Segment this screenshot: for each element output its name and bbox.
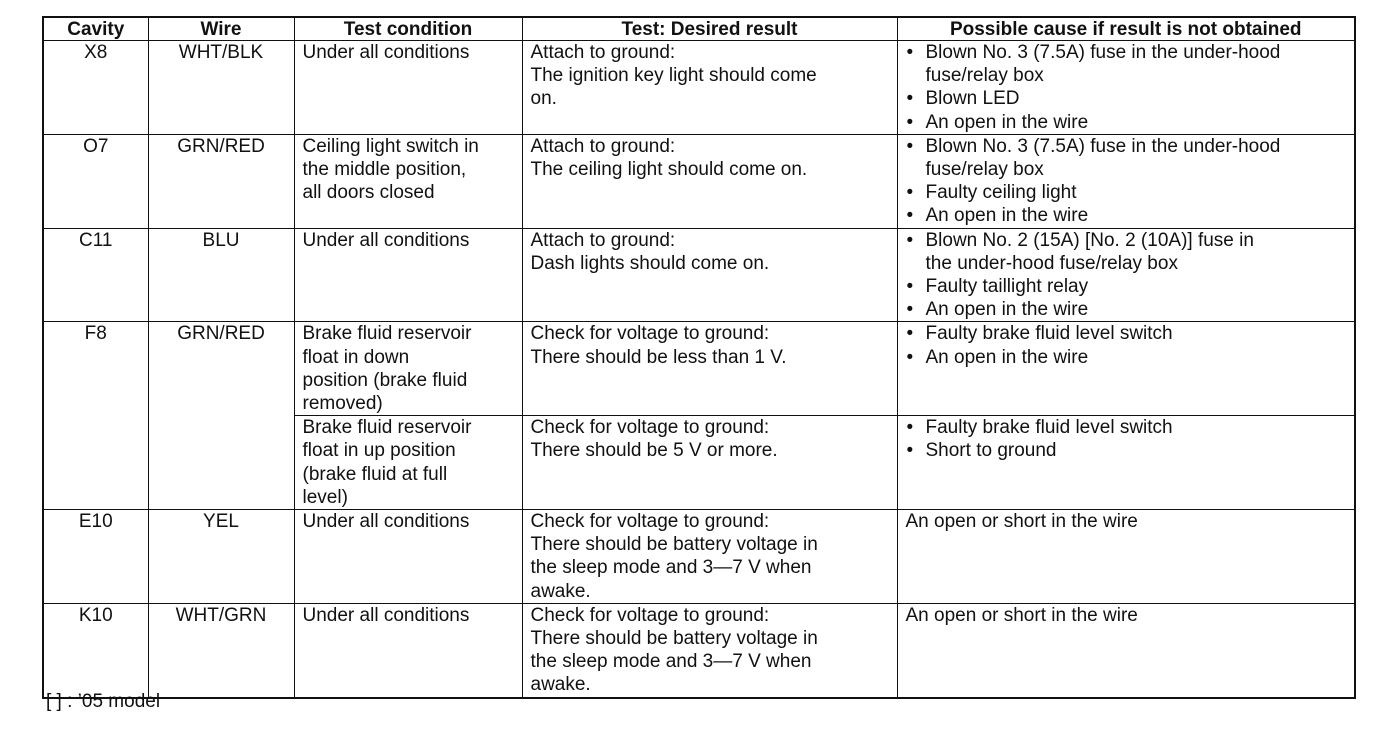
cause-line: Blown No. 3 (7.5A) fuse in the under-hood	[925, 135, 1281, 157]
condition-line: all doors closed	[302, 182, 435, 204]
col-header-desired-result: Test: Desired result	[522, 17, 897, 41]
cavity-cell: C11	[43, 228, 148, 322]
desired-result-cell	[522, 416, 897, 510]
bullet-icon: •	[906, 205, 914, 227]
result-line: There should be battery voltage in	[530, 628, 818, 650]
condition-line: float in down	[302, 346, 410, 368]
cause-line: Faulty brake fluid level switch	[925, 417, 1173, 439]
bullet-icon: •	[906, 417, 914, 439]
condition-line: float in up position	[302, 440, 456, 462]
cause-line: An open in the wire	[925, 205, 1089, 227]
condition-cell	[294, 228, 522, 322]
bullet-icon: •	[906, 182, 914, 204]
result-line: Attach to ground:	[530, 135, 676, 157]
cause-item	[906, 322, 1347, 345]
condition-line: level)	[302, 486, 348, 508]
col-header-possible-cause: Possible cause if result is not obtained	[897, 17, 1355, 41]
cause-line: An open or short in the wire	[905, 604, 1138, 626]
table-row	[43, 134, 1355, 228]
possible-cause-cell	[897, 134, 1355, 228]
bullet-icon: •	[906, 299, 914, 321]
condition-line: Brake fluid reservoir	[302, 323, 472, 345]
result-line: Check for voltage to ground:	[530, 604, 770, 626]
cause-item	[906, 346, 1347, 369]
troubleshooting-table-sheet	[42, 16, 1354, 699]
possible-cause-cell	[897, 322, 1355, 416]
result-line: Dash lights should come on.	[530, 252, 770, 274]
col-header-cavity: Cavity	[43, 17, 148, 41]
condition-cell	[294, 603, 522, 697]
result-line: The ceiling light should come on.	[530, 159, 808, 181]
condition-line: Ceiling light switch in	[302, 135, 479, 157]
result-line: Check for voltage to ground:	[530, 417, 770, 439]
condition-cell	[294, 416, 522, 510]
desired-result-cell	[522, 603, 897, 697]
wire-cell: WHT/BLK	[148, 41, 294, 135]
result-line: There should be 5 V or more.	[530, 440, 778, 462]
cause-line: An open in the wire	[925, 299, 1089, 321]
condition-line: the middle position,	[302, 159, 467, 181]
table-row	[43, 510, 1355, 604]
cause-item	[906, 229, 1347, 275]
cause-item	[906, 204, 1347, 227]
condition-line: position (brake fluid	[302, 369, 468, 391]
cause-line: Blown LED	[925, 88, 1020, 110]
condition-line: Brake fluid reservoir	[302, 417, 472, 439]
col-header-test-condition: Test condition	[294, 17, 522, 41]
cause-line: Blown No. 2 (15A) [No. 2 (10A)] fuse in	[925, 229, 1254, 251]
result-line: Attach to ground:	[530, 229, 676, 251]
desired-result-cell	[522, 322, 897, 416]
wire-cell: BLU	[148, 228, 294, 322]
cause-line: An open or short in the wire	[905, 511, 1138, 533]
desired-result-cell	[522, 134, 897, 228]
cause-item	[906, 416, 1347, 439]
condition-cell	[294, 41, 522, 135]
result-line: the sleep mode and 3—7 V when	[530, 557, 812, 579]
cause-item	[906, 298, 1347, 321]
cause-line: Faulty taillight relay	[925, 276, 1089, 298]
bullet-icon: •	[906, 346, 914, 368]
table-row	[43, 228, 1355, 322]
desired-result-cell	[522, 510, 897, 604]
cause-item	[906, 439, 1347, 462]
possible-cause-cell	[897, 510, 1355, 604]
condition-line: Under all conditions	[302, 229, 470, 251]
bullet-icon: •	[906, 276, 914, 298]
condition-line: Under all conditions	[302, 604, 470, 626]
bullet-icon: •	[906, 229, 914, 251]
cause-line: An open in the wire	[925, 346, 1089, 368]
cause-line: Faulty ceiling light	[925, 182, 1077, 204]
result-line: awake.	[530, 674, 591, 696]
condition-line: removed)	[302, 393, 383, 415]
bullet-icon: •	[906, 440, 914, 462]
result-line: Attach to ground:	[530, 42, 676, 63]
cause-line: Blown No. 3 (7.5A) fuse in the under-hood	[925, 42, 1281, 63]
cavity-cell: K10	[43, 603, 148, 697]
cavity-cell: X8	[43, 41, 148, 135]
cause-item	[906, 41, 1347, 87]
cause-line: An open in the wire	[925, 111, 1089, 133]
condition-cell	[294, 134, 522, 228]
possible-cause-cell	[897, 41, 1355, 135]
result-line: awake.	[530, 580, 591, 602]
cavity-cell: F8	[43, 322, 148, 510]
possible-cause-cell	[897, 603, 1355, 697]
wire-cell: YEL	[148, 510, 294, 604]
cause-line: the under-hood fuse/relay box	[925, 252, 1178, 274]
condition-line: Under all conditions	[302, 42, 470, 63]
condition-line: (brake fluid at full	[302, 463, 448, 485]
table-row	[43, 41, 1355, 135]
bullet-icon: •	[906, 88, 914, 110]
cause-item	[906, 135, 1347, 181]
condition-line: Under all conditions	[302, 511, 470, 533]
result-line: The ignition key light should come	[530, 65, 817, 87]
cause-item	[906, 87, 1347, 110]
bullet-icon: •	[906, 135, 914, 157]
header-row	[43, 17, 1355, 41]
cause-item	[906, 181, 1347, 204]
desired-result-cell	[522, 228, 897, 322]
wire-cell: WHT/GRN	[148, 603, 294, 697]
result-line: Check for voltage to ground:	[530, 511, 770, 533]
possible-cause-cell	[897, 416, 1355, 510]
table-row	[43, 603, 1355, 697]
result-line: There should be battery voltage in	[530, 534, 818, 556]
result-line: Check for voltage to ground:	[530, 323, 770, 345]
condition-cell	[294, 510, 522, 604]
wire-cell: GRN/RED	[148, 322, 294, 510]
cause-item	[906, 111, 1347, 134]
footnote: [ ] : ’05 model	[46, 691, 161, 712]
cause-line: Faulty brake fluid level switch	[925, 323, 1173, 345]
cause-line: Short to ground	[925, 440, 1057, 462]
wire-cell: GRN/RED	[148, 134, 294, 228]
col-header-wire: Wire	[148, 17, 294, 41]
desired-result-cell	[522, 41, 897, 135]
result-line: on.	[530, 88, 557, 110]
cavity-cell: O7	[43, 134, 148, 228]
bullet-icon: •	[906, 42, 914, 63]
condition-cell	[294, 322, 522, 416]
bullet-icon: •	[906, 323, 914, 345]
cause-item	[906, 275, 1347, 298]
cause-line: fuse/relay box	[925, 159, 1044, 181]
result-line: There should be less than 1 V.	[530, 346, 787, 368]
table-row	[43, 322, 1355, 416]
cause-line: fuse/relay box	[925, 65, 1044, 87]
possible-cause-cell	[897, 228, 1355, 322]
troubleshooting-table	[42, 16, 1356, 699]
result-line: the sleep mode and 3—7 V when	[530, 651, 812, 673]
cavity-cell: E10	[43, 510, 148, 604]
bullet-icon: •	[906, 111, 914, 133]
